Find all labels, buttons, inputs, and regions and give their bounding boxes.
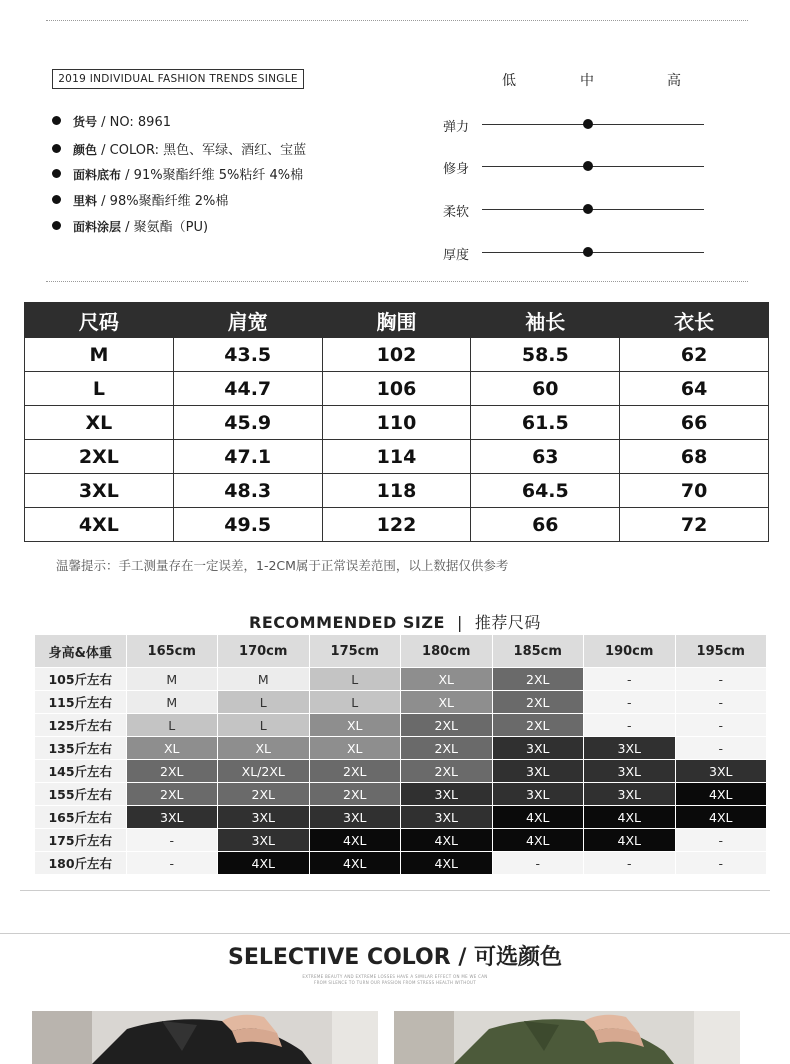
weight-label: 155斤左右 [35, 783, 126, 805]
table-cell: 60 [471, 372, 620, 406]
attr-track [482, 252, 704, 253]
attr-label-thickness: 厚度 [443, 248, 470, 263]
attr-marker [583, 247, 593, 257]
attr-track [482, 166, 704, 167]
bullet-icon [52, 169, 61, 178]
measurement-tip: 温馨提示：手工测量存在一定误差，1-2CM属于正常误差范围，以上数据仅供参考 [56, 558, 509, 573]
size-cell: - [676, 737, 767, 759]
col-header-chest: 胸围 [322, 303, 471, 338]
spec-item-color: 颜色 / COLOR: 黑色、军绿、酒红、宝蓝 [52, 139, 306, 158]
table-row [35, 806, 766, 828]
size-cell: - [584, 668, 675, 690]
size-cell: 2XL [401, 737, 492, 759]
table-cell: 4XL [25, 508, 174, 542]
spec-item-coating: 面料涂层 / 聚氨酯（PU) [52, 216, 208, 235]
attr-marker [583, 204, 593, 214]
table-row [25, 406, 769, 440]
table-row [25, 372, 769, 406]
size-cell: - [127, 829, 218, 851]
table-cell: 66 [471, 508, 620, 542]
selective-subtext: EXTREME BEAUTY AND EXTREME LOSSES HAVE A SIMILAR EFFECT ON ME WE CAN [302, 974, 488, 979]
table-cell: XL [25, 406, 174, 440]
size-cell: 4XL [676, 806, 767, 828]
col-header-sleeve: 袖长 [471, 303, 620, 338]
spec-item-no: 货号 / NO: 8961 [52, 113, 171, 130]
table-row [35, 829, 766, 851]
size-cell: 4XL [493, 806, 584, 828]
table-cell: L [25, 372, 174, 406]
size-cell: 2XL [401, 760, 492, 782]
selective-subtext: FROM SILENCE TO TURN OUR PASSION FROM STRESS HEALTH WITHOUT [313, 980, 477, 985]
size-cell: XL [218, 737, 309, 759]
size-cell: XL/2XL [218, 760, 309, 782]
table-row [35, 760, 766, 782]
spec-item-lining: 里料 / 98%聚酯纤维 2%棉 [52, 190, 228, 209]
size-cell: L [218, 714, 309, 736]
table-cell: 64 [620, 372, 769, 406]
table-row [25, 338, 769, 372]
table-cell: 63 [471, 440, 620, 474]
recommended-title-en: RECOMMENDED SIZE [249, 613, 445, 632]
size-cell: 2XL [493, 668, 584, 690]
weight-label: 175斤左右 [35, 829, 126, 851]
size-cell: 4XL [676, 783, 767, 805]
size-cell: 3XL [310, 806, 401, 828]
size-cell: 3XL [584, 760, 675, 782]
selective-divider [0, 933, 790, 934]
top-divider [46, 20, 748, 21]
table-cell: 62 [620, 338, 769, 372]
size-cell: M [127, 668, 218, 690]
size-cell: L [310, 668, 401, 690]
size-cell: 2XL [493, 714, 584, 736]
size-cell: 3XL [676, 760, 767, 782]
table-cell: 122 [322, 508, 471, 542]
attr-marker [583, 161, 593, 171]
table-cell: 70 [620, 474, 769, 508]
attr-label-elasticity: 弹力 [443, 120, 470, 135]
bullet-icon [52, 221, 61, 230]
bullet-icon [52, 116, 61, 125]
mid-divider [46, 281, 748, 282]
size-cell: - [676, 668, 767, 690]
table-row [35, 852, 766, 874]
bullet-icon [52, 144, 61, 153]
size-cell: 4XL [401, 852, 492, 874]
size-cell: 3XL [584, 737, 675, 759]
height-header: 185cm [493, 635, 584, 667]
table-cell: 72 [620, 508, 769, 542]
size-cell: 4XL [401, 829, 492, 851]
size-cell: 3XL [584, 783, 675, 805]
scale-high-label: 高 [667, 73, 681, 89]
table-cell: 114 [322, 440, 471, 474]
size-cell: XL [310, 714, 401, 736]
bullet-icon [52, 195, 61, 204]
size-cell: 4XL [310, 829, 401, 851]
size-cell: L [127, 714, 218, 736]
table-cell: 43.5 [173, 338, 322, 372]
size-cell: 3XL [218, 829, 309, 851]
corner-header: 身高&体重 [35, 635, 126, 667]
size-cell: XL [310, 737, 401, 759]
table-row [25, 474, 769, 508]
size-cell: 4XL [218, 852, 309, 874]
recommended-table-header [35, 635, 766, 667]
height-header: 175cm [310, 635, 401, 667]
size-cell: XL [401, 668, 492, 690]
size-cell: M [218, 668, 309, 690]
table-cell: 102 [322, 338, 471, 372]
table-cell: 64.5 [471, 474, 620, 508]
size-cell: - [676, 714, 767, 736]
attr-label-fit: 修身 [443, 162, 470, 177]
attr-track [482, 124, 704, 125]
size-cell: 3XL [493, 737, 584, 759]
size-cell: 2XL [310, 760, 401, 782]
recommended-table [34, 634, 767, 875]
size-cell: 2XL [493, 691, 584, 713]
size-cell: 2XL [310, 783, 401, 805]
table-cell: 48.3 [173, 474, 322, 508]
weight-label: 125斤左右 [35, 714, 126, 736]
attr-track [482, 209, 704, 210]
trend-label: 2019 INDIVIDUAL FASHION TRENDS SINGLE [52, 69, 304, 89]
height-header: 190cm [584, 635, 675, 667]
height-header: 180cm [401, 635, 492, 667]
table-row [35, 691, 766, 713]
table-cell: M [25, 338, 174, 372]
table-row [25, 440, 769, 474]
size-cell: 2XL [127, 760, 218, 782]
size-cell: 3XL [127, 806, 218, 828]
table-cell: 49.5 [173, 508, 322, 542]
size-cell: 3XL [493, 783, 584, 805]
table-row [35, 783, 766, 805]
table-row [35, 737, 766, 759]
table-cell: 45.9 [173, 406, 322, 440]
size-cell: 2XL [218, 783, 309, 805]
scale-low-label: 低 [502, 73, 516, 89]
section-divider [20, 890, 770, 891]
attr-label-softness: 柔软 [443, 205, 470, 220]
size-cell: - [584, 852, 675, 874]
height-header: 165cm [127, 635, 218, 667]
weight-label: 135斤左右 [35, 737, 126, 759]
size-cell: - [676, 852, 767, 874]
attr-marker [583, 119, 593, 129]
product-photo-black [32, 1011, 378, 1064]
weight-label: 115斤左右 [35, 691, 126, 713]
scale-mid-label: 中 [580, 73, 594, 89]
size-cell: 3XL [493, 760, 584, 782]
size-cell: 2XL [127, 783, 218, 805]
table-cell: 110 [322, 406, 471, 440]
size-cell: 2XL [401, 714, 492, 736]
table-cell: 66 [620, 406, 769, 440]
size-cell: 4XL [493, 829, 584, 851]
size-cell: - [676, 691, 767, 713]
table-cell: 118 [322, 474, 471, 508]
col-header-shoulder: 肩宽 [173, 303, 322, 338]
size-table [24, 302, 769, 542]
table-cell: 58.5 [471, 338, 620, 372]
recommended-title: RECOMMENDED SIZE | 推荐尺码 [249, 613, 541, 632]
height-header: 195cm [676, 635, 767, 667]
size-cell: - [127, 852, 218, 874]
table-cell: 44.7 [173, 372, 322, 406]
table-row [25, 508, 769, 542]
weight-label: 145斤左右 [35, 760, 126, 782]
recommended-title-cn: 推荐尺码 [474, 613, 541, 632]
selective-title: SELECTIVE COLOR / 可选颜色 [227, 945, 563, 970]
table-cell: 106 [322, 372, 471, 406]
table-cell: 2XL [25, 440, 174, 474]
weight-label: 165斤左右 [35, 806, 126, 828]
height-header: 170cm [218, 635, 309, 667]
size-cell: 4XL [584, 806, 675, 828]
table-cell: 3XL [25, 474, 174, 508]
size-cell: L [218, 691, 309, 713]
table-row [35, 714, 766, 736]
size-cell: - [584, 691, 675, 713]
table-row [35, 668, 766, 690]
product-photo-green [394, 1011, 740, 1064]
col-header-length: 衣长 [620, 303, 769, 338]
table-cell: 47.1 [173, 440, 322, 474]
size-cell: - [493, 852, 584, 874]
spec-item-fabric: 面料底布 / 91%聚酯纤维 5%粘纤 4%棉 [52, 164, 303, 183]
size-cell: XL [127, 737, 218, 759]
table-cell: 61.5 [471, 406, 620, 440]
size-cell: 3XL [401, 783, 492, 805]
size-cell: XL [401, 691, 492, 713]
size-cell: M [127, 691, 218, 713]
size-cell: 4XL [310, 852, 401, 874]
size-cell: - [584, 714, 675, 736]
size-cell: 3XL [401, 806, 492, 828]
size-table-header [25, 303, 769, 338]
col-header-size: 尺码 [25, 303, 174, 338]
weight-label: 180斤左右 [35, 852, 126, 874]
weight-label: 105斤左右 [35, 668, 126, 690]
size-cell: L [310, 691, 401, 713]
size-cell: 4XL [584, 829, 675, 851]
size-cell: 3XL [218, 806, 309, 828]
table-cell: 68 [620, 440, 769, 474]
size-cell: - [676, 829, 767, 851]
